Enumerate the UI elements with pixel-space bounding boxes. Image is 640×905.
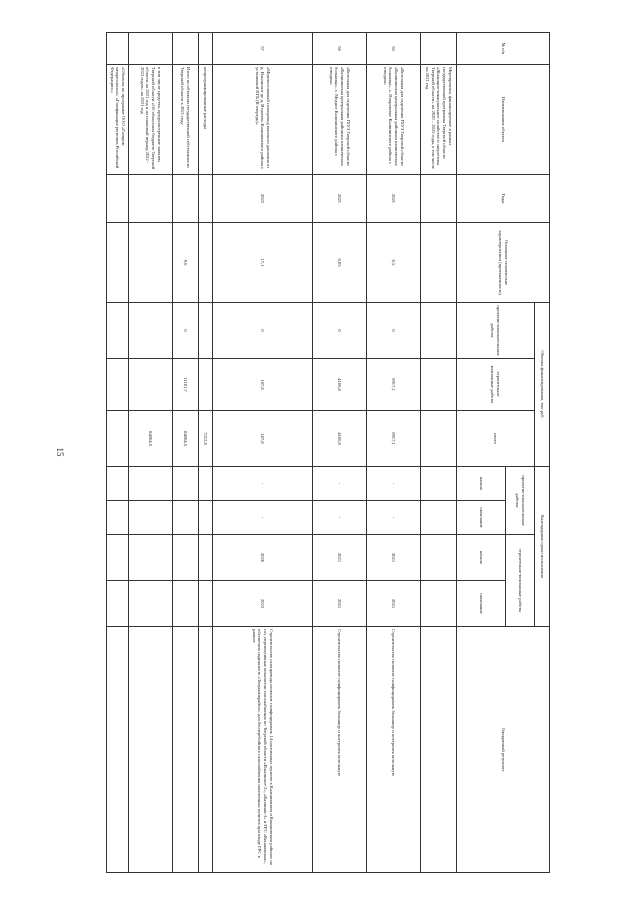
row-design-start: - — [213, 467, 313, 501]
row-design-start: - — [367, 467, 421, 501]
row-design-start: - — [313, 467, 367, 501]
row-construction-start: 2020 — [213, 535, 313, 581]
row-funding-total: 6917,1 — [367, 411, 421, 467]
row-funding-design: 0 — [313, 303, 367, 359]
gazprom-label: «Объекты по программе ООО «Газпром межрегионгаз» «Газификация регионов Российской Федерации»» — [107, 65, 129, 175]
state-total-label: Итого по объектам государственной собственности Тверской области в 2021 году — [173, 65, 199, 175]
header-expected-result: Ожидаемый результат — [457, 627, 550, 873]
row-result: Строительство газопровода позволит газифицировать 14 населенных пунктов в Калининском и Конаковском районах на газ, перспективные показатели газоснабжения по Тверской области «Ильинское-2», «Калинин-3» и ГРС «Конаковская», обеспечить надежность «Тверьмежрайгаз» для бесперебойного газоснабжения населенных пунктов при вводе ГРС в рамках — [213, 627, 313, 873]
incl-row — [129, 33, 173, 873]
row-result: Строительство позволит газифицировать больницу и построить котельную — [313, 627, 367, 873]
row-name: «Межпоселковый газопровод высокого давления от д. Ильинское до д. Игнатово Калининского района с установкой ПГБ (II очередь)» — [213, 65, 313, 175]
row-funding-total: 187,8 — [213, 411, 313, 467]
header-funding-construction: строительно-монтажные работы — [457, 359, 535, 411]
header-row-1 — [535, 33, 550, 873]
row-name: «Котельная для отделения ГБУЗ Тверской области «Калининская центральная районная клиническая больница», с. Медное Калининского района с отводом» — [313, 65, 367, 175]
row-name: «Котельная для отделения ГБУЗ Тверской области «Калининская центральная районная клиническая больница», с. Покровское Калининского района с отводом» — [367, 65, 421, 175]
header-funding-group: Объемы финансирования, тыс.руб. — [535, 303, 550, 467]
incl-funding: 84004,5 — [129, 411, 173, 467]
cross-cutting-total: 7212,8 — [199, 411, 213, 467]
state-total-funding: 84004,5 — [173, 411, 199, 467]
row-construction-start: 2021 — [367, 535, 421, 581]
cross-cutting-row — [199, 33, 213, 873]
header-construction-end: окончание — [457, 581, 506, 627]
section-row — [421, 33, 457, 873]
header-schedule-group: Календарные сроки исполнения — [535, 467, 550, 627]
row-num: 55 — [367, 33, 421, 65]
row-year: 2021 — [313, 175, 367, 223]
row-indicator: 0,5 — [367, 223, 421, 303]
header-design-end: окончание — [457, 501, 506, 535]
header-funding-design: проектно-изыскательские работы — [457, 303, 535, 359]
row-construction-end: 2021 — [367, 581, 421, 627]
header-design-start: начало — [457, 467, 506, 501]
row-design-end: - — [313, 501, 367, 535]
cross-cutting-label: непрограммированные расходы — [199, 65, 213, 175]
row-indicator: 17,1 — [213, 223, 313, 303]
incl-label: в том числе средства, предусмотренные законом Тверской области «Об областном бюджете Тверской области на 2021 год и на плановый период 2022 - 2023 годов» на 2021 год — [129, 65, 173, 175]
row-year: 2021 — [367, 175, 421, 223]
row-num: 57 — [213, 33, 313, 65]
header-funding-total: итого — [457, 411, 535, 467]
header-indicator: Основные технические характеристики (протяженность) — [457, 223, 550, 303]
table-row — [367, 33, 421, 873]
table-row — [313, 33, 367, 873]
state-total-indicator: 9,6 — [173, 223, 199, 303]
row-result: Строительство позволит газифицировать больницу и построить котельную — [367, 627, 421, 873]
header-num: № п/п — [457, 33, 550, 65]
row-funding-construction: 6917,1 — [367, 359, 421, 411]
header-schedule-design: проектно-изыскательские работы — [506, 467, 535, 535]
state-total-funding-construction: 11101,7 — [173, 359, 199, 411]
row-year: 2022 — [213, 175, 313, 223]
header-schedule-construction: строительно-монтажные работы — [506, 535, 535, 627]
row-indicator: 0,05 — [313, 223, 367, 303]
objects-table — [106, 32, 550, 873]
row-design-end: - — [367, 501, 421, 535]
header-construction-start: начало — [457, 535, 506, 581]
page-number: 15 — [55, 447, 65, 457]
rotated-table-page — [90, 32, 550, 872]
row-funding-total: 4106,8 — [313, 411, 367, 467]
row-funding-design: 0 — [367, 303, 421, 359]
row-funding-construction: 187,8 — [213, 359, 313, 411]
section-row-label: Мероприятия, финансируемые в рамках государственной программы Тверской области «Жилищно-коммунальное хозяйство и энергетика Тверской области» на 2020 – 2025 годы, в том числе на 2021 год — [421, 65, 457, 175]
row-num: 56 — [313, 33, 367, 65]
row-construction-start: 2021 — [313, 535, 367, 581]
row-construction-end: 2021 — [313, 581, 367, 627]
row-design-end: - — [213, 501, 313, 535]
header-object-name: Наименование объекта — [457, 65, 550, 175]
table-row — [213, 33, 313, 873]
row-funding-construction: 4106,8 — [313, 359, 367, 411]
state-total-funding-design: 0 — [173, 303, 199, 359]
gazprom-row — [107, 33, 129, 873]
row-construction-end: 2022 — [213, 581, 313, 627]
state-total-row — [173, 33, 199, 873]
row-funding-design: 0 — [213, 303, 313, 359]
header-years: Годы — [457, 175, 550, 223]
